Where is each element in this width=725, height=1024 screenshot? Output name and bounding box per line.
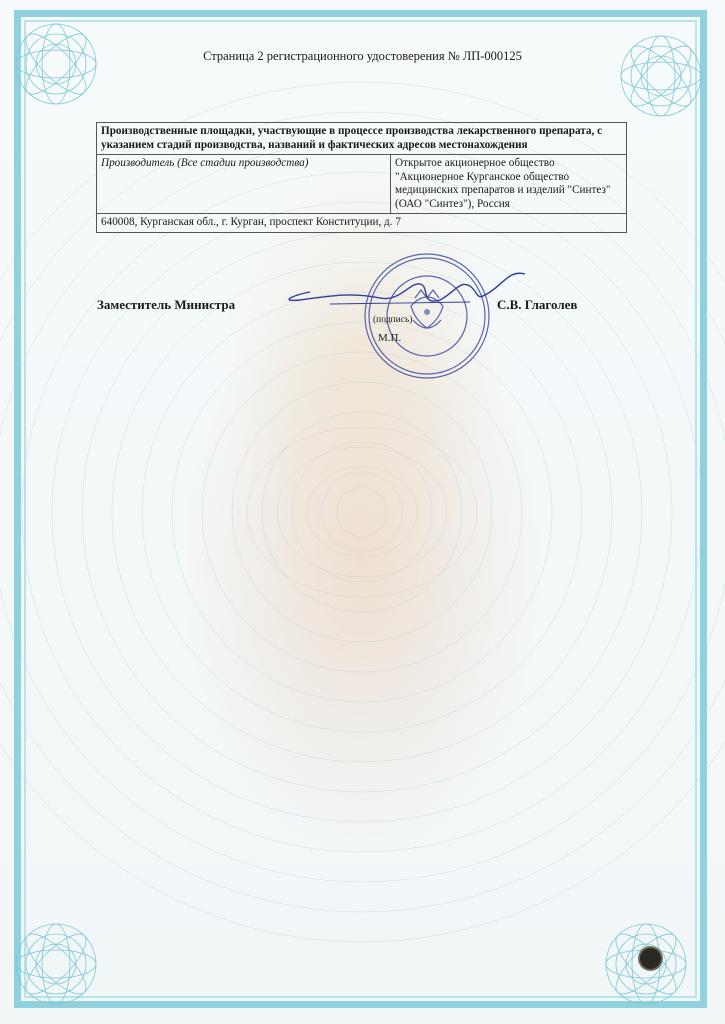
manufacturer-organization: Открытое акционерное общество "Акционерное Курганское общество медицинских препаратов и изделий "Синтез" (ОАО "Синтез"), Россия bbox=[391, 155, 627, 214]
handwritten-signature bbox=[270, 262, 570, 322]
production-sites-table bbox=[96, 122, 627, 233]
table-heading: Производственные площадки, участвующие в процессе производства лекарственного препарата, с указанием стадий производства, названий и фактических адресов местонахождения bbox=[97, 123, 627, 155]
table-row bbox=[97, 214, 627, 233]
corner-rosette-bottom-left bbox=[10, 918, 102, 1010]
manufacturer-address: 640008, Курганская обл., г. Курган, проспект Конституции, д. 7 bbox=[97, 214, 627, 233]
punch-hole bbox=[640, 948, 661, 969]
signatory-position: Заместитель Министра bbox=[97, 297, 236, 312]
seal-place-label: М.П. bbox=[378, 332, 402, 344]
manufacturer-role: Производитель (Все стадии производства) bbox=[97, 155, 391, 214]
table-header-row bbox=[97, 123, 627, 155]
table-row bbox=[97, 155, 627, 214]
page-title: Страница 2 регистрационного удостоверения № ЛП-000125 bbox=[203, 49, 522, 63]
corner-rosette-top-right bbox=[615, 30, 707, 122]
corner-rosette-top-left bbox=[10, 18, 102, 110]
signature-caption: (подпись) bbox=[373, 315, 413, 325]
signatory-name: С.В. Глаголев bbox=[497, 297, 578, 312]
